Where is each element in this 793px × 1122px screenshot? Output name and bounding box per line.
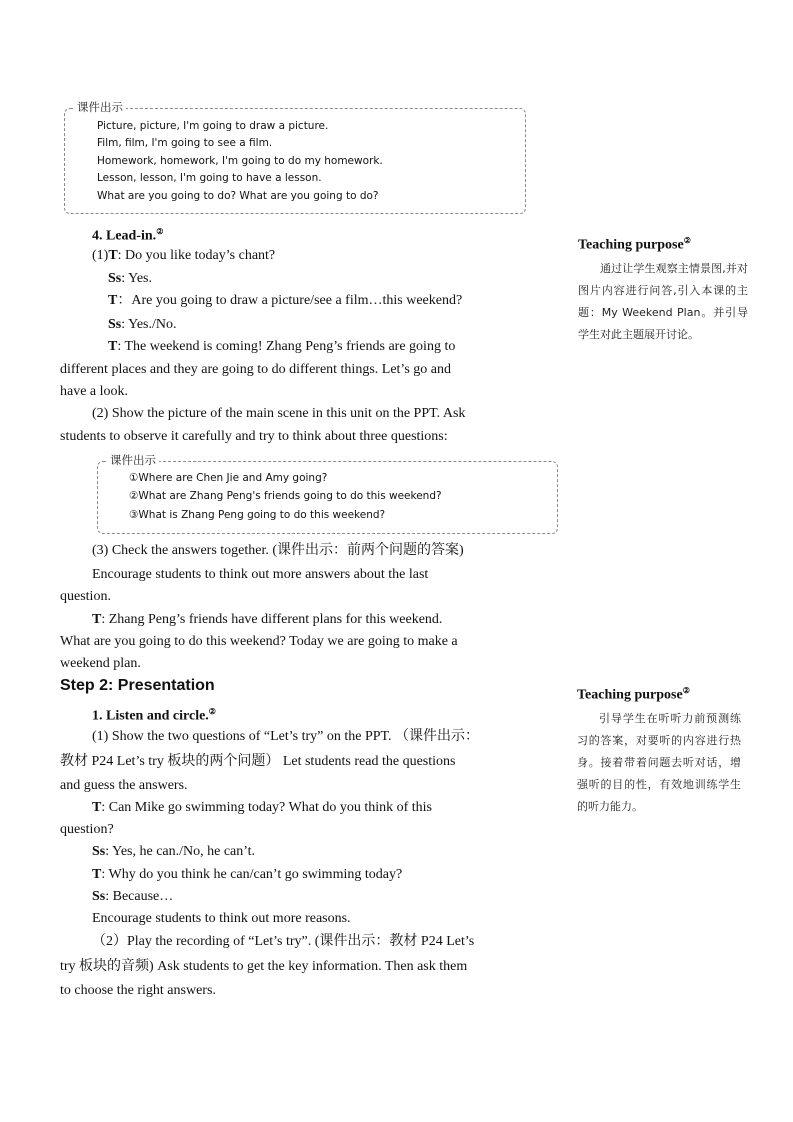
paragraph-line: (3) Check the answers together. (课件出示：前两个问题的答案) bbox=[92, 543, 464, 558]
chant-line: Film, film, I'm going to see a film. bbox=[97, 137, 273, 149]
dialogue-line: T: Zhang Peng’s friends have different plans for this weekend. bbox=[92, 612, 443, 627]
question-line: ①Where are Chen Jie and Amy going? bbox=[129, 472, 328, 484]
step-heading: Step 2: Presentation bbox=[60, 677, 215, 694]
dialogue-line: Ss: Because… bbox=[92, 889, 174, 904]
dialogue-line: T: Can Mike go swimming today? What do you think of this bbox=[92, 800, 433, 815]
teaching-purpose-title: Teaching purpose② bbox=[578, 236, 691, 253]
question-line: ③What is Zhang Peng going to do this weekend? bbox=[129, 509, 386, 521]
question-line: ②What are Zhang Peng's friends going to do this weekend? bbox=[129, 490, 442, 502]
paragraph-line: students to observe it carefully and try to think about three questions: bbox=[60, 429, 448, 444]
chant-line: What are you going to do? What are you going to do? bbox=[97, 190, 379, 202]
teaching-purpose-body: 通过让学生观察主情景图,并对图片内容进行问答,引入本课的主题：My Weekend Plan。并引导学生对此主题展开讨论。 bbox=[578, 262, 748, 341]
paragraph-line: (1) Show the two questions of “Let’s try” on the PPT. （课件出示： bbox=[92, 729, 480, 744]
dialogue-line: T: Why do you think he can/can’t go swimming today? bbox=[92, 867, 403, 882]
section-heading: 1. Listen and circle.② bbox=[92, 707, 216, 724]
paragraph-line: （2）Play the recording of “Let’s try”. (课件出示：教材 P24 Let’s bbox=[92, 934, 475, 949]
paragraph-line: try 板块的音频) Ask students to get the key information. Then ask them bbox=[60, 959, 468, 974]
paragraph-line: What are you going to do this weekend? Today we are going to make a bbox=[60, 634, 458, 649]
dialogue-line: T：Are you going to draw a picture/see a film…this weekend? bbox=[108, 293, 463, 308]
dialogue-line: (1)T: Do you like today’s chant? bbox=[92, 248, 276, 263]
paragraph-line: (2) Show the picture of the main scene in this unit on the PPT. Ask bbox=[92, 406, 466, 421]
paragraph-line: have a look. bbox=[60, 384, 129, 399]
leadin-heading: 4. Lead-in.② bbox=[92, 227, 164, 244]
paragraph-line: question? bbox=[60, 822, 114, 837]
chant-line: Picture, picture, I'm going to draw a picture. bbox=[97, 120, 329, 132]
paragraph-line: and guess the answers. bbox=[60, 778, 188, 793]
courseware-box-title: 课件出示 bbox=[107, 452, 159, 468]
paragraph-line: to choose the right answers. bbox=[60, 983, 216, 998]
dialogue-line: Ss: Yes. bbox=[108, 271, 152, 286]
paragraph-line: different places and they are going to do different things. Let’s go and bbox=[60, 362, 451, 377]
dialogue-line: Ss: Yes./No. bbox=[108, 317, 177, 332]
paragraph-line: 教材 P24 Let’s try 板块的两个问题） Let students read the questions bbox=[60, 754, 456, 769]
paragraph-line: question. bbox=[60, 589, 111, 604]
chant-line: Homework, homework, I'm going to do my homework. bbox=[97, 155, 383, 167]
chant-line: Lesson, lesson, I'm going to have a lesson. bbox=[97, 172, 322, 184]
courseware-box-title: 课件出示 bbox=[74, 99, 126, 115]
paragraph-line: Encourage students to think out more answers about the last bbox=[92, 567, 429, 582]
dialogue-line: T: The weekend is coming! Zhang Peng’s friends are going to bbox=[108, 339, 456, 354]
teaching-purpose-title: Teaching purpose② bbox=[577, 686, 690, 703]
paragraph-line: Encourage students to think out more reasons. bbox=[92, 911, 351, 926]
dialogue-line: Ss: Yes, he can./No, he can’t. bbox=[92, 844, 256, 859]
paragraph-line: weekend plan. bbox=[60, 656, 141, 671]
teaching-purpose-body: 引导学生在听听力前预测练习的答案，对要听的内容进行热身。接着带着问题去听对话，增强听的目的性，有效地训练学生的听力能力。 bbox=[577, 712, 741, 813]
